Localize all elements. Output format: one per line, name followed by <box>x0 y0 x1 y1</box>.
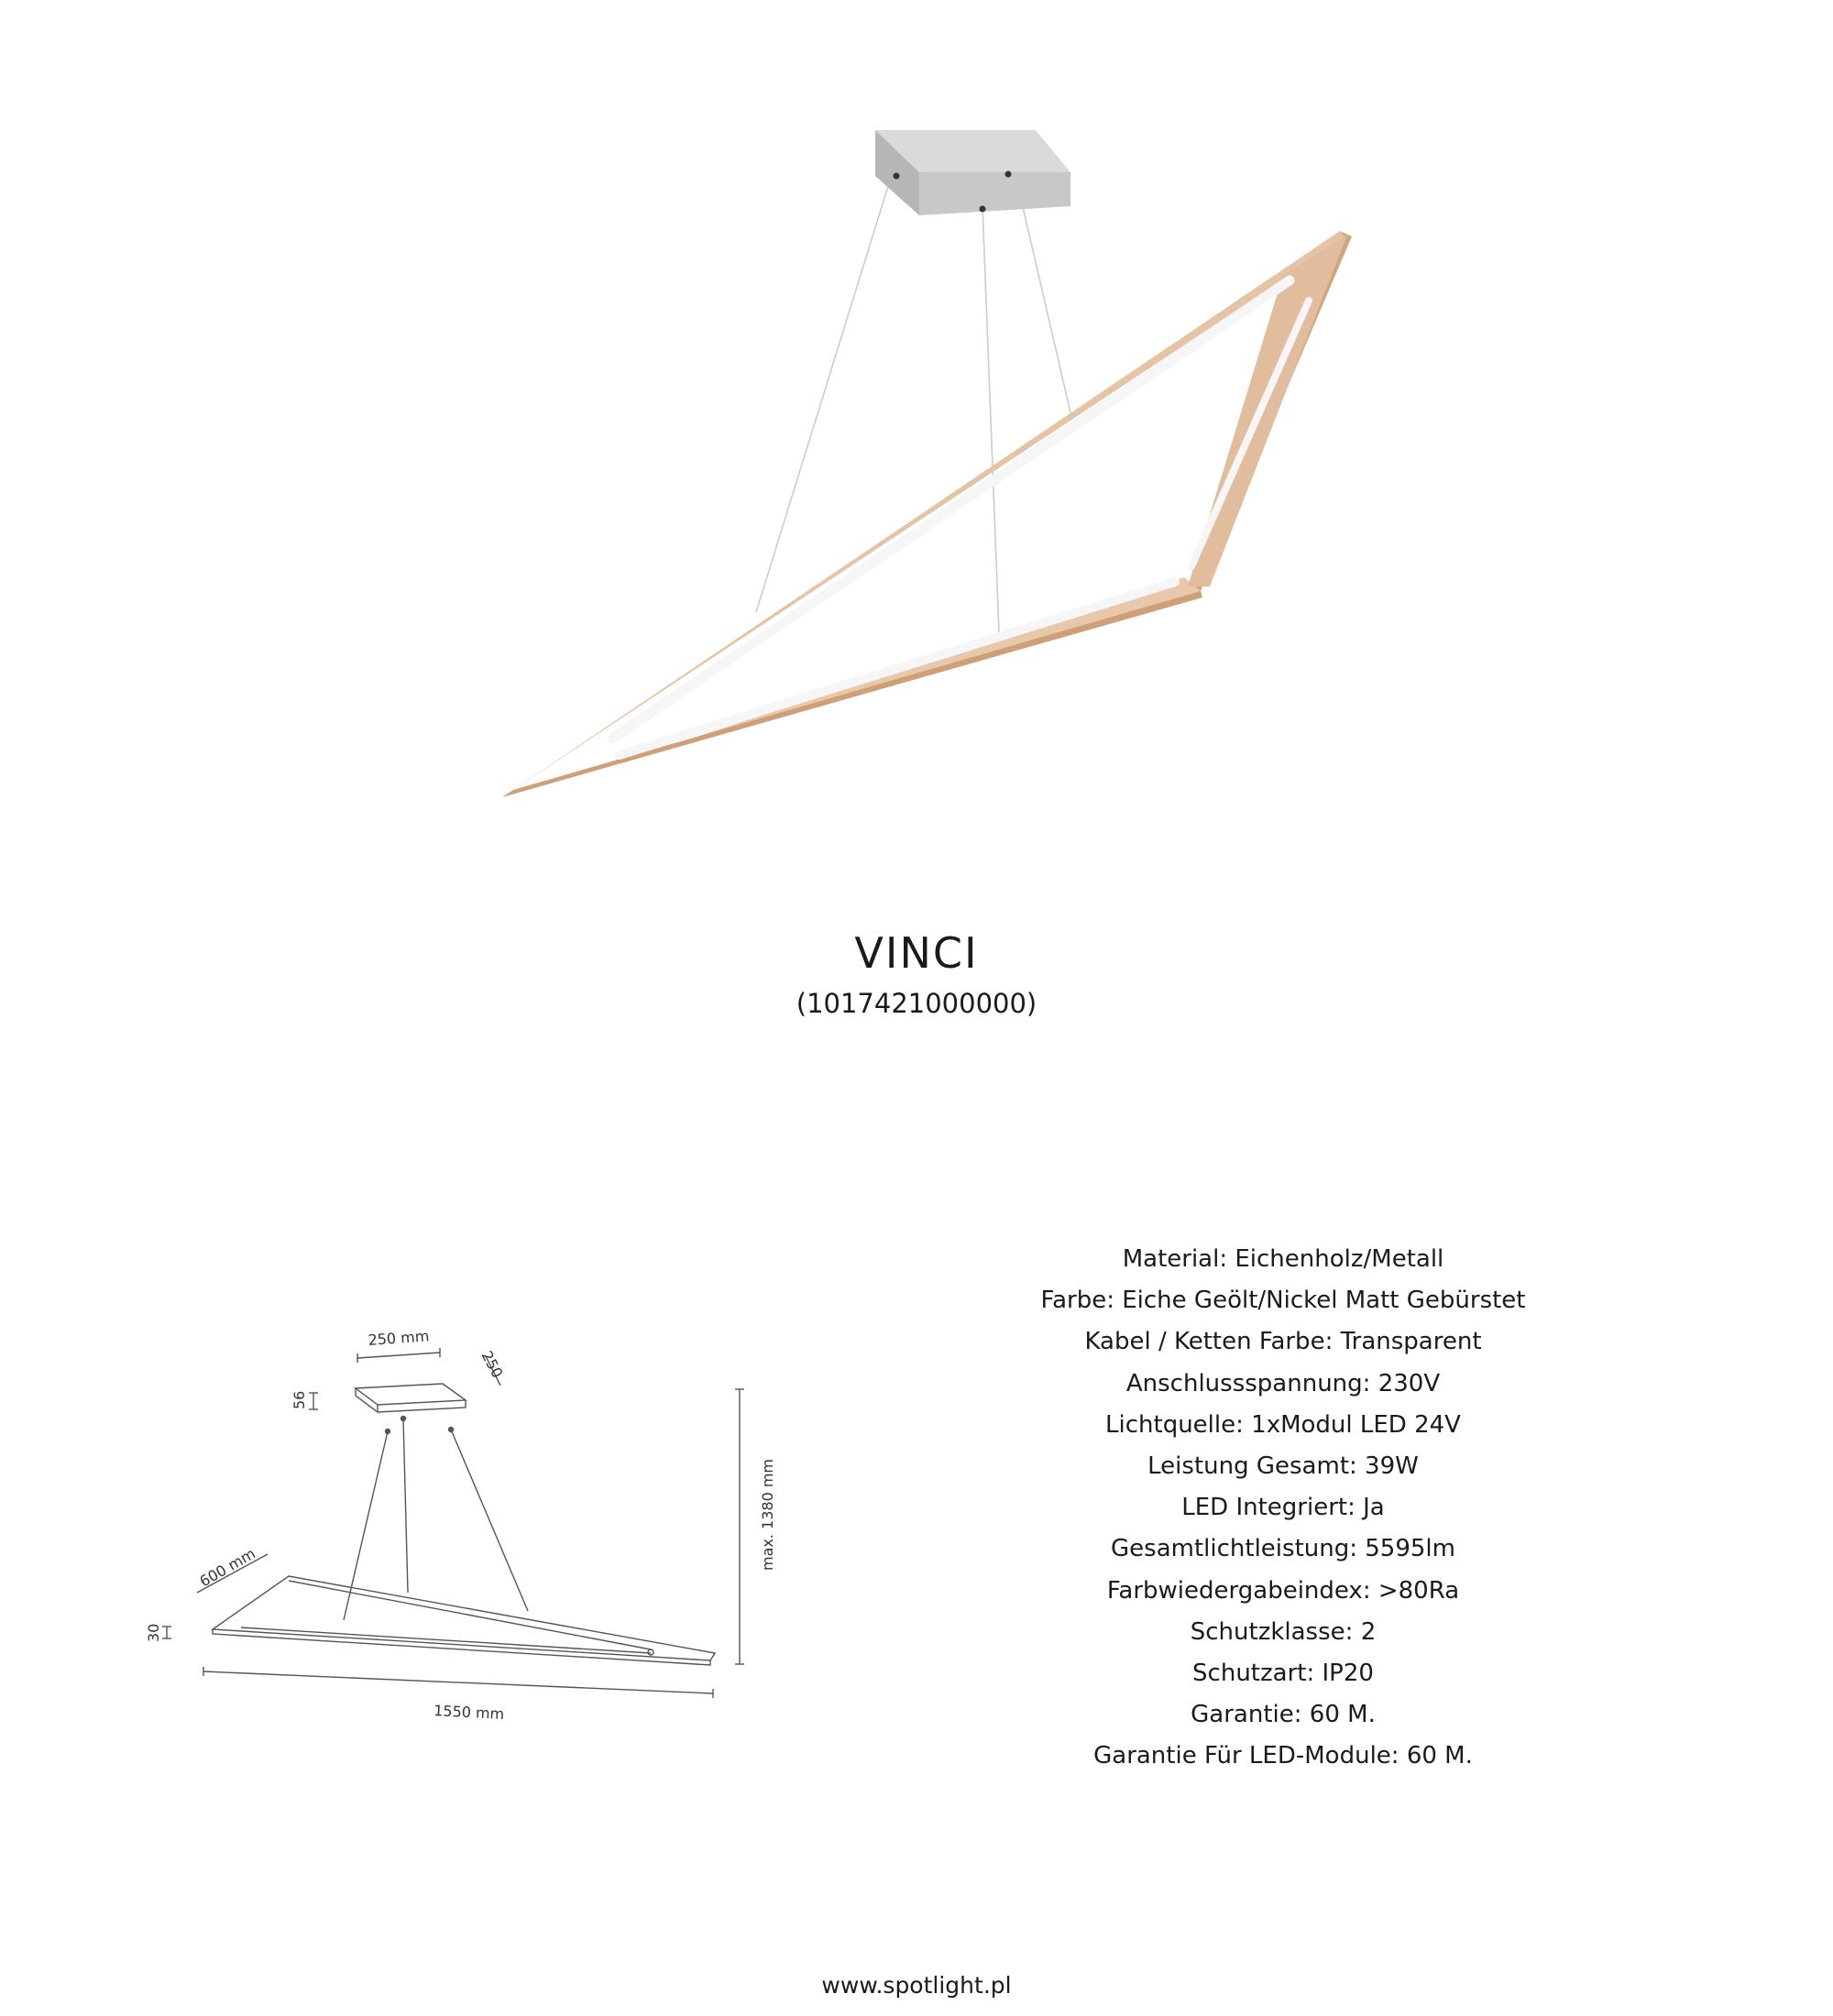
spec-item: Garantie: 60 M. <box>1191 1701 1376 1729</box>
dim-frame-depth: 600 mm <box>196 1544 258 1591</box>
spec-list <box>962 1239 1604 1778</box>
dim-canopy-width: 250 mm <box>367 1327 430 1349</box>
spec-item: Farbe: Eiche Geölt/Nickel Matt Gebürstet <box>1040 1287 1526 1315</box>
dim-canopy-depth: 250 <box>477 1347 507 1381</box>
drawing-cable <box>403 1419 408 1593</box>
spec-item: Leistung Gesamt: 39W <box>1147 1452 1419 1481</box>
spec-item: Schutzart: IP20 <box>1192 1660 1374 1688</box>
spec-item: Kabel / Ketten Farbe: Transparent <box>1084 1328 1482 1356</box>
drawing-canopy <box>356 1384 466 1405</box>
spec-item: Schutzklasse: 2 <box>1190 1617 1377 1646</box>
led-strips <box>612 280 1309 755</box>
dim-canopy-height: 56 <box>291 1390 308 1409</box>
oak-frame <box>502 231 1352 799</box>
product-code: (1017421000000) <box>796 988 1037 1019</box>
title-block <box>0 926 1833 1023</box>
suspension-cables <box>756 183 1070 632</box>
dim-frame-height: 30 <box>145 1623 162 1642</box>
footer-website-link[interactable]: www.spotlight.pl <box>821 1972 1012 1999</box>
dimension-drawing <box>128 1301 825 1741</box>
spec-item: Farbwiedergabeindex: >80Ra <box>1106 1576 1460 1605</box>
drawing-cable <box>451 1430 528 1611</box>
product-illustration <box>0 0 1833 825</box>
spec-item: Garantie Für LED-Module: 60 M. <box>1093 1742 1473 1770</box>
spec-item: LED Integriert: Ja <box>1181 1494 1385 1522</box>
spec-item: Gesamtlichtleistung: 5595lm <box>1111 1535 1455 1563</box>
dim-max-height: max. 1380 mm <box>759 1458 776 1571</box>
spec-item: Lichtquelle: 1xModul LED 24V <box>1105 1410 1461 1439</box>
ceiling-canopy <box>875 130 1070 215</box>
spec-item: Anschlussspannung: 230V <box>1125 1369 1441 1397</box>
dim-frame-length: 1550 mm <box>433 1702 505 1724</box>
spec-item: Material: Eichenholz/Metall <box>1122 1245 1444 1273</box>
product-title: VINCI <box>854 928 979 978</box>
